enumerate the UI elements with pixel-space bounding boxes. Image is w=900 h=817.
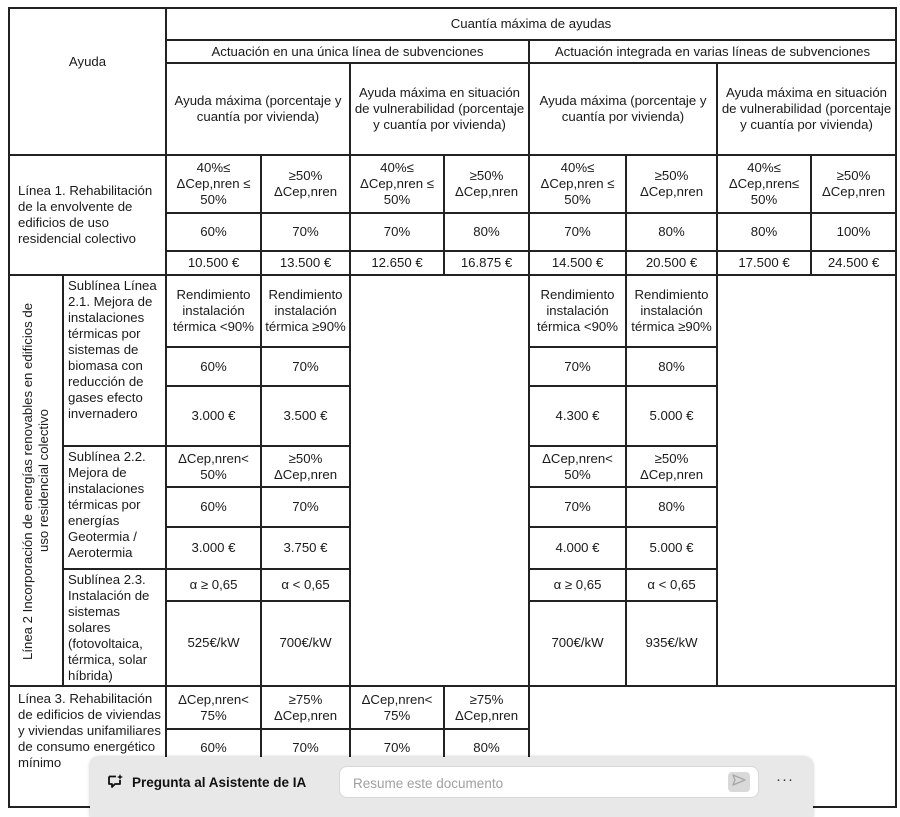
sub23-condition: α < 0,65: [626, 569, 717, 601]
ai-assistant-title: Pregunta al Asistente de IA: [132, 775, 307, 790]
ai-assistant-label[interactable]: [107, 773, 306, 792]
sub21-condition: Rendimiento instalación térmica ≥90%: [261, 275, 350, 347]
sub23-amount: 700€/kW: [529, 601, 626, 686]
linea1-condition: ≥50% ΔCep,nren: [626, 155, 717, 213]
linea1-condition: ≥50% ΔCep,nren: [444, 155, 529, 213]
empty-cell: [350, 275, 529, 686]
sub22-label: Sublínea 2.2. Mejora de instalaciones térmicas por energías Geotermia / Aerotermia: [63, 446, 166, 569]
header-ayuda: Ayuda: [9, 8, 166, 155]
sub22-amount: 4.000 €: [529, 527, 626, 569]
linea1-amount: 13.500 €: [261, 251, 350, 275]
linea1-condition: 40%≤ ΔCep,nren ≤ 50%: [529, 155, 626, 213]
linea1-condition: ≥50% ΔCep,nren: [811, 155, 896, 213]
sub23-amount: 935€/kW: [626, 601, 717, 686]
linea1-condition: 40%≤ ΔCep,nren ≤ 50%: [350, 155, 444, 213]
linea3-condition: ΔCep,nren< 75%: [350, 686, 444, 729]
sub22-amount: 5.000 €: [626, 527, 717, 569]
ai-prompt-field[interactable]: [339, 766, 759, 798]
header-vuln-integrada: Ayuda máxima en situación de vulnerabilidad (porcentaje y cuantía por vivienda): [717, 63, 896, 155]
linea1-amount: 24.500 €: [811, 251, 896, 275]
empty-cell: [717, 275, 896, 686]
ai-chat-sparkle-icon: [107, 773, 124, 792]
linea1-percent: 70%: [529, 213, 626, 251]
linea1-percent: 70%: [350, 213, 444, 251]
ai-prompt-input[interactable]: [340, 767, 695, 799]
sub21-percent: 60%: [166, 347, 261, 386]
linea1-amount: 10.500 €: [166, 251, 261, 275]
linea3-percent: 70%: [350, 729, 444, 807]
linea1-amount: 17.500 €: [717, 251, 811, 275]
sub22-percent: 60%: [166, 487, 261, 527]
linea1-percent: 60%: [166, 213, 261, 251]
linea2-label-cell: [9, 275, 63, 686]
sub22-percent: 80%: [626, 487, 717, 527]
sub22-condition: ΔCep,nren< 50%: [166, 446, 261, 487]
sub22-amount: 3.750 €: [261, 527, 350, 569]
linea3-percent: 80%: [444, 729, 529, 807]
sub22-percent: 70%: [261, 487, 350, 527]
sub21-percent: 80%: [626, 347, 717, 386]
sub21-amount: 5.000 €: [626, 386, 717, 446]
header-vuln-unica: Ayuda máxima en situación de vulnerabilidad (porcentaje y cuantía por vivienda): [350, 63, 529, 155]
send-icon: [732, 773, 746, 791]
linea1-condition: ≥50% ΔCep,nren: [261, 155, 350, 213]
linea3-label: Línea 3. Rehabilitación de edificios de viviendas y viviendas unifamiliares de consumo energético mínimo: [9, 686, 166, 807]
linea1-amount: 20.500 €: [626, 251, 717, 275]
sub21-percent: 70%: [261, 347, 350, 386]
linea1-amount: 12.650 €: [350, 251, 444, 275]
sub21-condition: Rendimiento instalación térmica <90%: [529, 275, 626, 347]
sub22-percent: 70%: [529, 487, 626, 527]
aid-table: [8, 7, 897, 808]
linea3-condition: ≥75% ΔCep,nren: [261, 686, 350, 729]
linea1-condition: 40%≤ ΔCep,nren ≤ 50%: [166, 155, 261, 213]
linea1-amount: 14.500 €: [529, 251, 626, 275]
sub21-percent: 70%: [529, 347, 626, 386]
header-integrada: Actuación integrada en varias líneas de subvenciones: [529, 40, 896, 63]
sub22-amount: 3.000 €: [166, 527, 261, 569]
sub21-label: Sublínea Línea 2.1. Mejora de instalaciones térmicas por sistemas de biomasa con reducción de gases efecto invernadero: [63, 275, 166, 446]
sub22-condition: ≥50% ΔCep,nren: [626, 446, 717, 487]
header-max-unica: Ayuda máxima (porcentaje y cuantía por vivienda): [166, 63, 350, 155]
sub22-condition: ΔCep,nren< 50%: [529, 446, 626, 487]
more-options-button[interactable]: ···: [776, 771, 794, 788]
sub21-amount: 3.500 €: [261, 386, 350, 446]
sub21-condition: Rendimiento instalación térmica ≥90%: [626, 275, 717, 347]
header-max-integrada: Ayuda máxima (porcentaje y cuantía por vivienda): [529, 63, 717, 155]
sub23-amount: 525€/kW: [166, 601, 261, 686]
sub21-amount: 4.300 €: [529, 386, 626, 446]
sub21-condition: Rendimiento instalación térmica <90%: [166, 275, 261, 347]
linea1-percent: 80%: [626, 213, 717, 251]
linea1-percent: 80%: [717, 213, 811, 251]
linea1-percent: 80%: [444, 213, 529, 251]
linea3-condition: ΔCep,nren< 75%: [166, 686, 261, 729]
sub23-condition: α ≥ 0,65: [166, 569, 261, 601]
linea1-condition: 40%≤ ΔCep,nren≤ 50%: [717, 155, 811, 213]
linea1-percent: 70%: [261, 213, 350, 251]
sub23-label: Sublínea 2.3. Instalación de sistemas solares (fotovoltaica, térmica, solar híbrida): [63, 569, 166, 686]
linea3-percent: 60%: [166, 729, 261, 807]
sub22-condition: ≥50% ΔCep,nren: [261, 446, 350, 487]
ai-assistant-bar: [90, 757, 813, 817]
sub23-condition: α < 0,65: [261, 569, 350, 601]
sub21-amount: 3.000 €: [166, 386, 261, 446]
linea1-label: Línea 1. Rehabilitación de la envolvente de edificios de uso residencial colectivo: [9, 155, 166, 275]
linea3-condition: ≥75% ΔCep,nren: [444, 686, 529, 729]
linea1-amount: 16.875 €: [444, 251, 529, 275]
linea3-percent: 70%: [261, 729, 350, 807]
linea2-label: Línea 2 Incorporación de energías renovables en edificios de uso residencial colectivo: [20, 301, 51, 660]
sub23-amount: 700€/kW: [261, 601, 350, 686]
send-button[interactable]: [728, 772, 750, 792]
sub23-condition: α ≥ 0,65: [529, 569, 626, 601]
linea1-percent: 100%: [811, 213, 896, 251]
header-cuantia: Cuantía máxima de ayudas: [166, 8, 896, 40]
header-unica: Actuación en una única línea de subvenciones: [166, 40, 529, 63]
